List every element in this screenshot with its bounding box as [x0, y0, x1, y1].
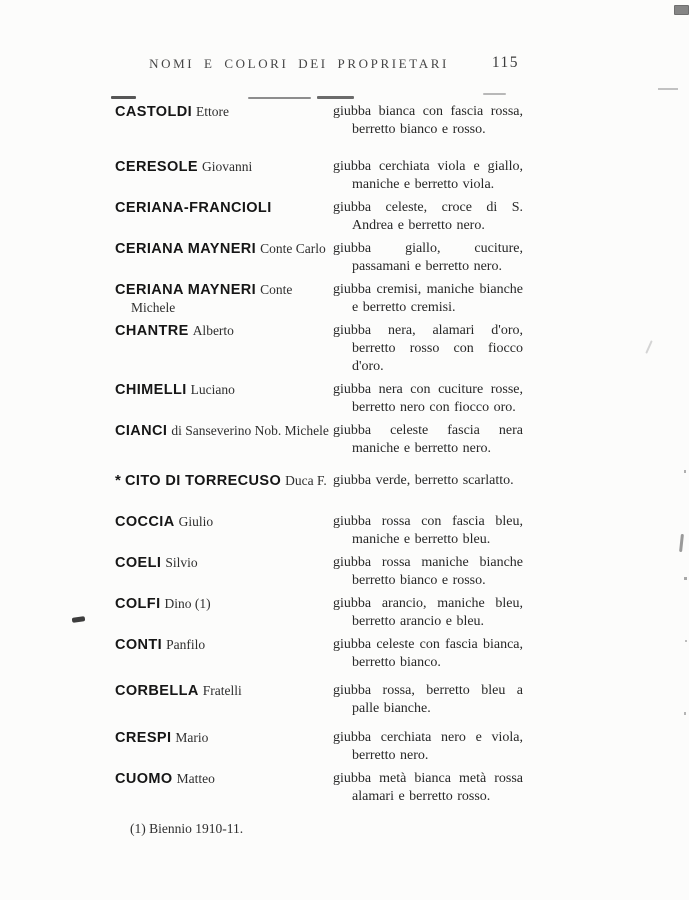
colors-description: giubba cerchiata nero e viola, berretto nero.: [333, 730, 523, 763]
proprietor-surname: CERIANA MAYNERI: [115, 282, 257, 298]
proprietor-name: [115, 422, 333, 440]
proprietor-surname: CIANCI: [115, 423, 168, 439]
page-number: 115: [491, 54, 519, 71]
colors-description: giubba rossa con fascia bleu, maniche e berretto bleu.: [333, 514, 523, 547]
header-rule-fragment: [483, 93, 506, 95]
scan-artifact-speck: [684, 712, 686, 715]
proprietor-given-name: Duca F.: [285, 473, 327, 488]
proprietor-entry: [115, 729, 523, 765]
header-rule-fragment: [111, 96, 136, 99]
colors-description: giubba celeste, croce di S. Andrea e berretto nero.: [333, 200, 523, 233]
proprietor-entry: [115, 422, 523, 458]
proprietor-surname: CERESOLE: [115, 159, 198, 175]
proprietor-entry: [115, 770, 523, 806]
proprietor-surname: CERIANA-FRANCIOLI: [115, 200, 272, 216]
proprietor-surname: COCCIA: [115, 514, 175, 530]
proprietor-name: [115, 636, 333, 654]
proprietor-surname: COLFI: [115, 596, 161, 612]
proprietor-given-name: Panfilo: [166, 637, 206, 652]
page-header: [115, 56, 523, 78]
proprietor-name: [115, 729, 333, 747]
proprietor-given-name: Conte Carlo: [260, 241, 326, 256]
running-title: NOMI E COLORI DEI PROPRIETARI: [149, 56, 449, 71]
header-rule-fragment: [248, 97, 311, 99]
proprietor-given-name: di Sanseverino Nob. Michele: [171, 423, 329, 438]
proprietor-given-name: Giovanni: [201, 159, 253, 174]
colors-description: giubba metà bianca metà rossa alamari e berretto rosso.: [333, 771, 523, 804]
scan-artifact-speck: [684, 577, 687, 580]
proprietor-surname: CUOMO: [115, 771, 173, 787]
proprietor-name: [115, 281, 333, 316]
proprietor-surname: CHANTRE: [115, 323, 189, 339]
header-rule-fragment: [317, 96, 354, 99]
colors-description: giubba cerchiata viola e giallo, maniche e berretto viola.: [333, 159, 523, 192]
colors-description: giubba nera con cuciture rosse, berretto nero con fiocco oro.: [333, 382, 523, 415]
proprietor-given-name: Ettore: [196, 104, 230, 119]
proprietor-entry: [115, 322, 523, 376]
proprietor-surname: CERIANA MAYNERI: [115, 241, 257, 257]
proprietor-given-name: Conte Michele: [131, 282, 293, 315]
proprietor-name: [115, 240, 333, 258]
text-block: [115, 56, 523, 837]
colors-description: giubba celeste fascia nera maniche e berretto nero.: [333, 423, 523, 456]
proprietor-name: [115, 103, 333, 121]
proprietor-entry: [115, 240, 523, 276]
colors-description: giubba nera, alamari d'oro, berretto rosso con fiocco d'oro.: [333, 323, 523, 374]
proprietor-entry: [115, 381, 523, 417]
proprietor-given-name: Fratelli: [202, 683, 242, 698]
footnote: (1) Biennio 1910-11.: [130, 821, 244, 836]
proprietor-entry: [115, 472, 523, 508]
proprietor-given-name: Alberto: [192, 323, 234, 338]
proprietor-given-name: Silvio: [165, 555, 198, 570]
colors-description: giubba arancio, maniche bleu, berretto arancio e bleu.: [333, 596, 523, 629]
proprietor-name: [115, 381, 333, 399]
proprietor-name: [115, 513, 333, 531]
proprietor-surname: CHIMELLI: [115, 382, 187, 398]
entries-list: [115, 103, 523, 806]
proprietor-name: [115, 554, 333, 572]
colors-description: giubba rossa maniche bianche berretto bianco e rosso.: [333, 555, 523, 588]
proprietor-name: [115, 682, 333, 700]
proprietor-given-name: Matteo: [176, 771, 215, 786]
colors-description: giubba rossa, berretto bleu a palle bianche.: [333, 683, 523, 716]
scan-artifact-speck: [645, 340, 653, 354]
proprietor-given-name: Giulio: [178, 514, 214, 529]
proprietor-entry: [115, 636, 523, 672]
proprietor-name: [115, 472, 333, 490]
proprietor-surname: CRESPI: [115, 730, 172, 746]
proprietor-surname: CORBELLA: [115, 683, 199, 699]
proprietor-surname: COELI: [115, 555, 162, 571]
proprietor-entry: [115, 595, 523, 631]
proprietor-name: [115, 199, 333, 217]
colors-description: giubba cremisi, maniche bianche e berretto cremisi.: [333, 282, 523, 315]
colors-description: giubba bianca con fascia rossa, berretto bianco e rosso.: [333, 104, 523, 137]
scan-artifact-corner-mark: [674, 5, 689, 15]
proprietor-surname: CASTOLDI: [115, 104, 193, 120]
proprietor-given-name: Dino (1): [164, 596, 211, 611]
colors-description: giubba verde, berretto scarlatto.: [333, 473, 514, 488]
proprietor-entry: [115, 554, 523, 590]
proprietor-entry: [115, 513, 523, 549]
proprietor-entry: [115, 103, 523, 139]
proprietor-name: [115, 595, 333, 613]
entry-star-marker: *: [115, 472, 126, 489]
scan-artifact-speck: [684, 470, 686, 473]
colors-description: giubba celeste con fascia bianca, berretto bianco.: [333, 637, 523, 670]
colors-description: giubba giallo, cuciture, passamani e berretto nero.: [333, 241, 523, 274]
proprietor-given-name: Mario: [175, 730, 209, 745]
proprietor-name: [115, 770, 333, 788]
proprietor-entry: [115, 682, 523, 718]
scan-artifact-edge-dash: [679, 534, 684, 552]
scan-artifact-rule-fragment: [658, 88, 678, 90]
proprietor-entry: [115, 199, 523, 235]
proprietor-name: [115, 158, 333, 176]
proprietor-surname: CONTI: [115, 637, 163, 653]
proprietor-name: [115, 322, 333, 340]
proprietor-entry: [115, 281, 523, 317]
proprietor-surname: CITO DI TORRECUSO: [125, 473, 282, 489]
proprietor-entry: [115, 158, 523, 194]
scan-artifact-ink-dash: [72, 616, 86, 623]
scan-artifact-speck: [685, 640, 687, 642]
proprietor-given-name: Luciano: [190, 382, 235, 397]
